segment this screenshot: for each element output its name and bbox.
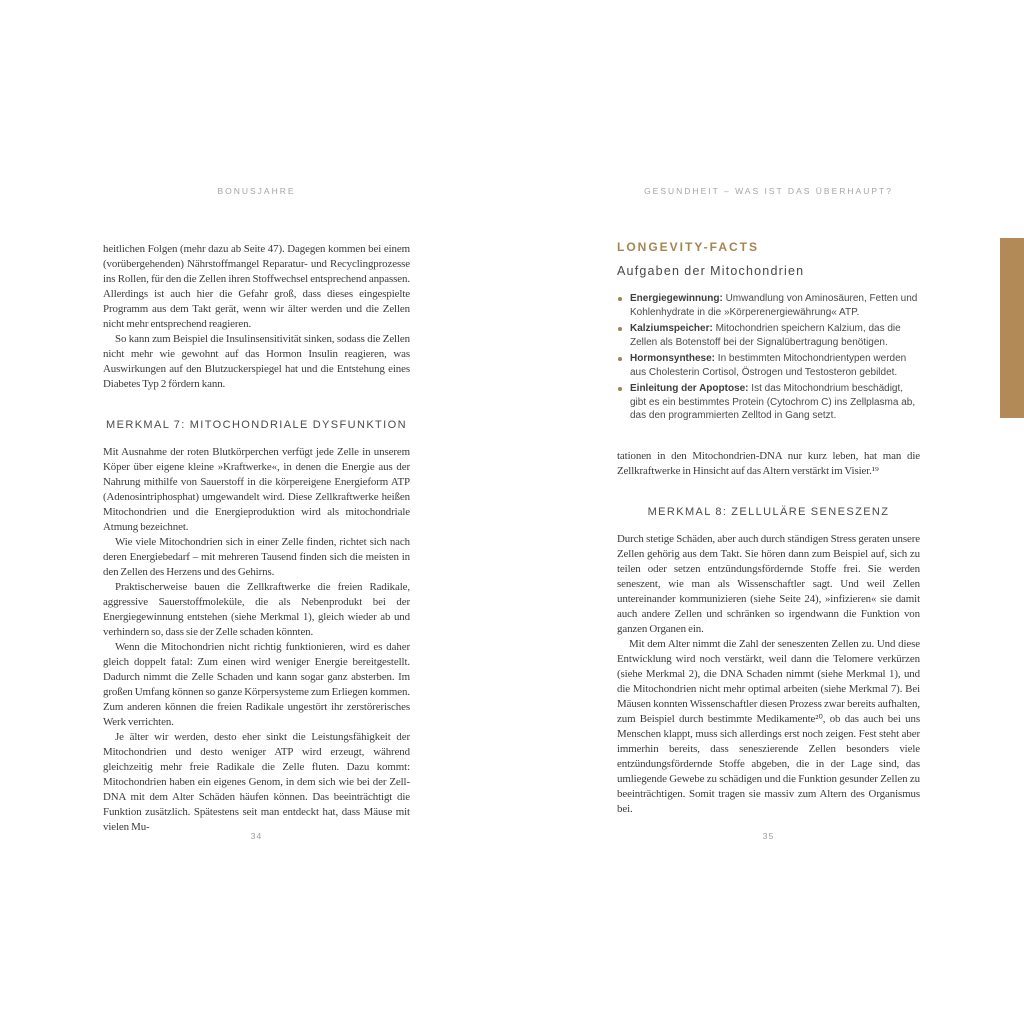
page-number-left: 34 [250, 831, 263, 841]
fact-bullet-item: Einleitung der Apoptose: Ist das Mitochondrium beschädigt, gibt es ein bestimmtes Protein (Cytochrom C) ins Zellplasma ab, das den programmierten Zelltod in Gang setzt. [617, 382, 920, 423]
section-heading-merkmal-7: MERKMAL 7: MITOCHONDRIALE DYSFUNKTION [106, 419, 407, 431]
bullet-dot-icon [618, 357, 622, 361]
facts-bullet-list [617, 292, 920, 423]
page-number-right: 35 [762, 831, 775, 841]
fact-bullet-item: Kalziumspeicher: Mitochondrien speichern Kalzium, das die Zellen als Botenstoff bei der Signalübertragung benötigen. [617, 322, 920, 349]
body-paragraph: So kann zum Beispiel die Insulinsensitivität sinken, sodass die Zellen nicht mehr wie gewohnt auf das Hormon Insulin reagieren, was Auswirkungen auf den Blutzuckerspiegel hat und die Entstehung eines Diabetes Typ 2 fördern kann. [103, 333, 410, 390]
right-main-paragraphs [617, 532, 920, 817]
right-page-column [617, 240, 920, 817]
bullet-dot-icon [618, 297, 622, 301]
fact-bullet-item: Hormonsynthese: In bestimmten Mitochondrientypen werden aus Cholesterin Cortisol, Östrogen und Testosteron gebildet. [617, 352, 920, 379]
bullet-dot-icon [618, 327, 622, 331]
facts-kicker: LONGEVITY-FACTS [617, 240, 760, 254]
longevity-facts-box [617, 240, 920, 423]
fact-term: Energiegewinnung: [630, 293, 726, 304]
fact-term: Einleitung der Apoptose: [630, 383, 752, 394]
left-main-paragraphs [103, 445, 410, 835]
body-paragraph: heitlichen Folgen (mehr dazu ab Seite 47). Dagegen kommen bei einem (vorübergehenden) Nährstoffmangel Reparatur- und Recyclingprozesse ins Rollen, für den die Zellen ihren Stoffwechsel entsprechend anpassen. Allerdings ist auch hier die Gefahr groß, dass dieses eingespielte Programm aus dem Takt gerät, wenn wir älter werden und die Zellen nicht mehr entsprechend reagieren. [103, 243, 410, 330]
running-header-left: BONUSJAHRE [217, 186, 296, 196]
body-paragraph: Durch stetige Schäden, aber auch durch ständigen Stress geraten unsere Zellen gehörig aus dem Takt. Sie hören dann zum Beispiel auf, sich zu teilen oder setzen entzündungsfördernde Stoffe frei. Sie werden seneszent, wie man als Wissenschaftler sagt. Und weil Zellen untereinander kommunizieren (siehe Seite 24), »infizieren« sie damit auch andere Zellen und schränken so irgendwann die Funktion von ganzen Organen ein. [617, 532, 920, 635]
fact-term: Hormonsynthese: [630, 353, 718, 364]
bullet-dot-icon [618, 387, 622, 391]
right-continuation-paragraph [617, 449, 920, 479]
body-paragraph: Wie viele Mitochondrien sich in einer Zelle finden, richtet sich nach deren Energiebedarf – mit mehreren Tausend finden sich die meisten in den Zellen des Herzens und des Gehirns. [103, 536, 410, 578]
fact-term: Kalziumspeicher: [630, 323, 716, 334]
body-paragraph: Wenn die Mitochondrien nicht richtig funktionieren, wird es daher gleich doppelt fatal: Zum einen wird weniger Energie bereitgestellt. Dadurch nimmt die Zelle Schaden und kann sogar ganz absterben. Im großen Umfang können so ganze Körpersysteme zum Erliegen kommen. Zum anderen können die freien Radikale ungestört ihr zerstörerisches Werk verrichten. [103, 641, 410, 728]
body-paragraph: Praktischerweise bauen die Zellkraftwerke die freien Radikale, aggressive Sauerstoffmoleküle, die als Nebenprodukt bei der Energiegewinnung entstehen (siehe Merkmal 1), gleich wieder ab und verhindern so, dass sie der Zelle schaden könnten. [103, 581, 410, 638]
body-paragraph: tationen in den Mitochondrien-DNA nur kurz leben, hat man die Zellkraftwerke in Hinsicht auf das Altern verstärkt im Visier.¹⁹ [617, 449, 920, 477]
facts-title: Aufgaben der Mitochondrien [617, 264, 805, 278]
body-paragraph: Mit dem Alter nimmt die Zahl der seneszenten Zellen zu. Und diese Entwicklung wird noch verstärkt, weil dann die Telomere verkürzen (siehe Merkmal 2), die DNA Schaden nimmt (siehe Merkmal 1), und die Mitochondrien nicht mehr optimal arbeiten (siehe Merkmal 7). Bei Mäusen konnten Wissenschaftler diesen Prozess zwar bereits aufhalten, zum Beispiel durch bestimmte Medikamente²⁰, ob das auch bei uns Menschen klappt, muss sich allerdings erst noch zeigen. Fest steht aber immerhin bereits, dass seneszierende Zellen besonders viele entzündungsfördernde Stoffe abgeben, die in der Lage sind, das umliegende Gewebe zu schädigen und die Funktion gesunder Zellen zu beeinträchtigen. Somit tragen sie massiv zum Altern des Organismus bei. [617, 637, 920, 815]
chapter-tab [1000, 238, 1024, 418]
body-paragraph: Mit Ausnahme der roten Blutkörperchen verfügt jede Zelle in unserem Köper über eigene kleine »Kraftwerke«, in denen die Energie aus der Nahrung mithilfe von Sauerstoff in die körpereigene Energieform ATP (Adenosintriphosphat) umgewandelt wird. Diese Zellkraftwerke heißen Mitochondrien und die Energieproduktion wird als mitochondriale Atmung bezeichnet. [103, 446, 410, 533]
left-page-column [103, 242, 410, 835]
fact-bullet-item: Energiegewinnung: Umwandlung von Aminosäuren, Fetten und Kohlenhydrate in die »Körperenergiewährung« ATP. [617, 292, 920, 319]
section-heading-merkmal-8: MERKMAL 8: ZELLULÄRE SENESZENZ [647, 505, 890, 518]
left-top-paragraphs [103, 242, 410, 392]
running-header-right: GESUNDHEIT – WAS IST DAS ÜBERHAUPT? [644, 186, 893, 196]
body-paragraph: Je älter wir werden, desto eher sinkt die Leistungsfähigkeit der Mitochondrien und desto weniger ATP wird erzeugt, während gleichzeitig mehr freie Radikale die Zelle fluten. Dazu kommt: Mitochondrien haben ein eigenes Genom, in dem sich wie bei der Zell-DNA mit dem Alter Schäden häufen können. Das beeinträchtigt die Funktion zusätzlich. Spätestens seit man entdeckt hat, dass Mäuse mit vielen Mu- [103, 731, 410, 833]
